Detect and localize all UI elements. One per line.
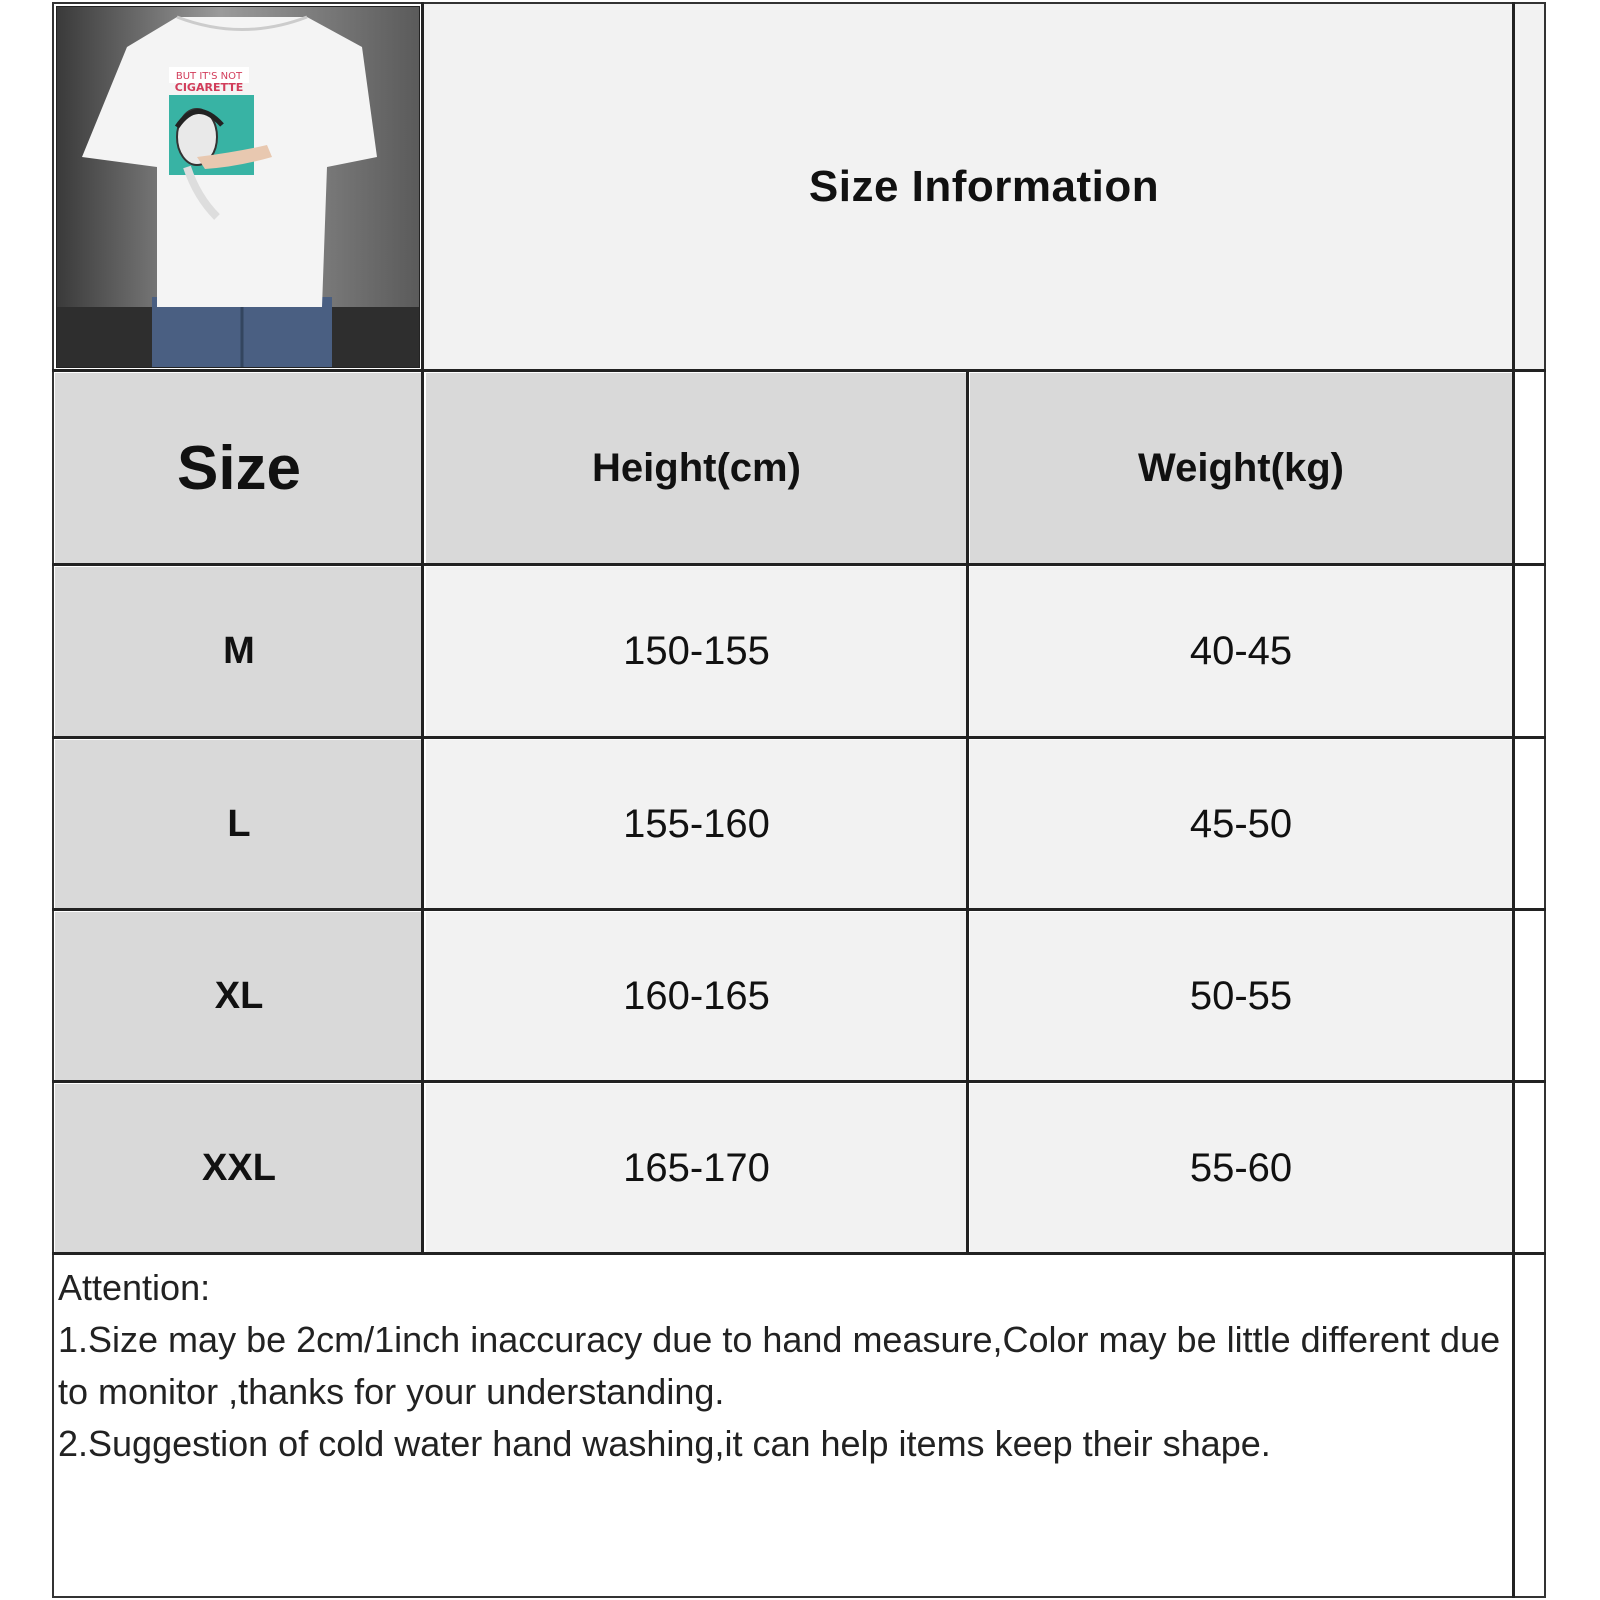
size-cell: M xyxy=(223,630,255,672)
height-value: 155-160 xyxy=(623,801,770,846)
tshirt-photo-icon xyxy=(57,7,420,368)
table-row xyxy=(55,567,423,736)
height-cell xyxy=(426,912,967,1080)
weight-cell xyxy=(970,740,1512,908)
svg-text:BUT IT'S NOT: BUT IT'S NOT xyxy=(175,71,243,82)
height-cell xyxy=(426,740,967,908)
header-weight xyxy=(970,373,1512,563)
weight-value: 40-45 xyxy=(1189,629,1293,673)
attention-notes xyxy=(58,1262,1528,1470)
table-row xyxy=(55,912,423,1080)
height-value: 160-165 xyxy=(623,973,770,1018)
weight-value: 50-55 xyxy=(1189,973,1293,1018)
weight-cell xyxy=(970,567,1512,736)
product-photo xyxy=(56,6,420,368)
height-value: 150-155 xyxy=(623,629,770,673)
divider xyxy=(52,908,1546,911)
weight-cell xyxy=(970,1084,1512,1252)
table-row xyxy=(55,1084,423,1252)
weight-cell xyxy=(970,912,1512,1080)
header-height-label: Height(cm) xyxy=(592,445,801,490)
header-height xyxy=(426,373,967,563)
height-cell xyxy=(426,567,967,736)
divider xyxy=(52,563,1546,566)
header-weight-label: Weight(kg) xyxy=(1138,445,1344,490)
note-line-2: 2.Suggestion of cold water hand washing,it can help items keep their shape. xyxy=(58,1423,1271,1464)
table-row xyxy=(55,740,423,908)
divider xyxy=(52,1080,1546,1083)
title-cell xyxy=(424,4,1544,370)
svg-text:CIGARETTE: CIGARETTE xyxy=(174,81,244,94)
divider xyxy=(52,369,1546,372)
size-cell: XL xyxy=(214,974,264,1017)
header-size-label: Size xyxy=(176,433,302,503)
divider xyxy=(52,736,1546,739)
divider xyxy=(421,2,424,1255)
note-line-1: 1.Size may be 2cm/1inch inaccuracy due to hand measure,Color may be little different due to monitor ,thanks for your understanding. xyxy=(58,1319,1501,1412)
divider xyxy=(52,1252,1546,1255)
size-cell: L xyxy=(227,802,251,845)
divider xyxy=(966,370,969,1255)
page-title: Size Information xyxy=(808,162,1160,211)
height-cell xyxy=(426,1084,967,1252)
weight-value: 55-60 xyxy=(1189,1145,1293,1190)
height-value: 165-170 xyxy=(623,1145,770,1190)
size-cell: XXL xyxy=(202,1146,276,1189)
notes-heading: Attention: xyxy=(58,1267,211,1308)
header-size xyxy=(55,373,423,563)
weight-value: 45-50 xyxy=(1189,801,1293,846)
